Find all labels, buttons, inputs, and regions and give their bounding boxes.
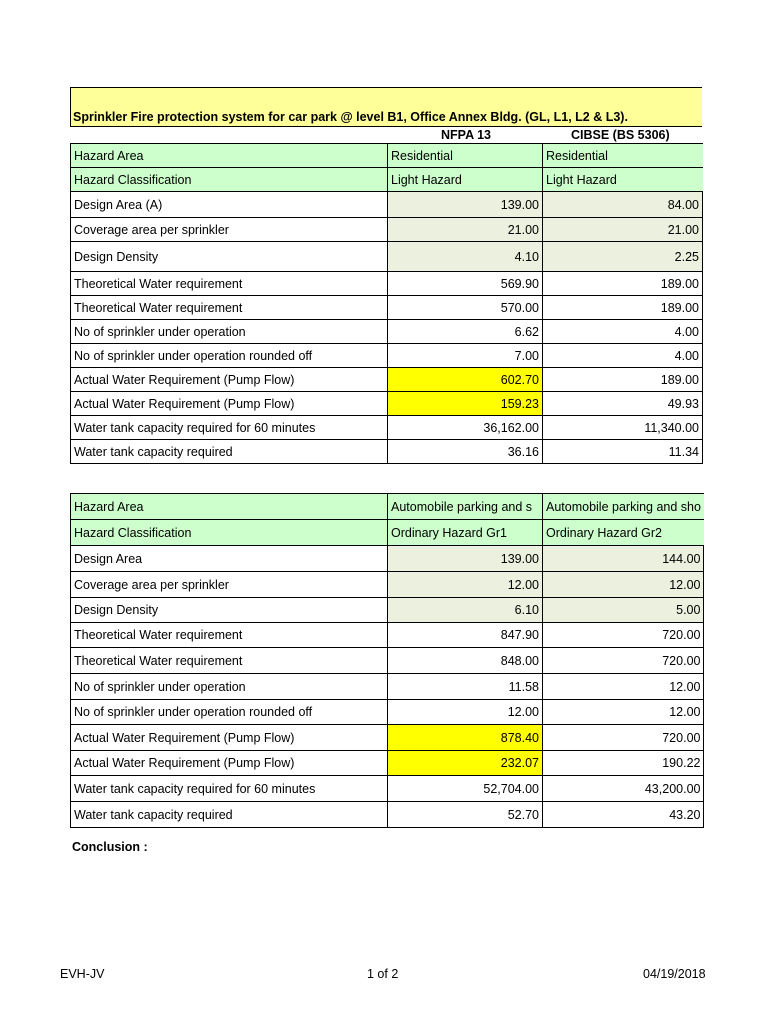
footer-left: EVH-JV bbox=[60, 967, 105, 981]
table-row bbox=[71, 344, 703, 368]
table-row bbox=[71, 168, 703, 192]
nfpa-value: 7.00 bbox=[388, 344, 543, 368]
cibse-value: 189.00 bbox=[543, 272, 703, 296]
table-row bbox=[71, 725, 704, 751]
column-header-nfpa: NFPA 13 bbox=[441, 128, 492, 142]
cibse-value: Automobile parking and sho bbox=[543, 494, 704, 520]
nfpa-value: 11.58 bbox=[388, 674, 543, 700]
table-row bbox=[71, 440, 703, 464]
row-label: No of sprinkler under operation bbox=[71, 674, 388, 700]
cibse-value: 12.00 bbox=[543, 674, 704, 700]
nfpa-value: Residential bbox=[388, 144, 543, 168]
row-label: Water tank capacity required bbox=[71, 802, 388, 828]
cibse-value: Light Hazard bbox=[543, 168, 703, 192]
nfpa-value: 52,704.00 bbox=[388, 776, 543, 802]
row-label: Design Area bbox=[71, 546, 388, 572]
row-label: Hazard Area bbox=[71, 494, 388, 520]
row-label: Hazard Area bbox=[71, 144, 388, 168]
row-label: No of sprinkler under operation bbox=[71, 320, 388, 344]
nfpa-value: 36,162.00 bbox=[388, 416, 543, 440]
nfpa-value: 12.00 bbox=[388, 700, 543, 725]
automobile-parking-table bbox=[70, 493, 704, 828]
nfpa-value: 139.00 bbox=[388, 546, 543, 572]
cibse-value: 4.00 bbox=[543, 320, 703, 344]
cibse-value: 84.00 bbox=[543, 192, 703, 218]
nfpa-value-highlighted: 602.70 bbox=[388, 368, 543, 392]
row-label: Water tank capacity required for 60 minutes bbox=[71, 416, 388, 440]
row-label: Design Area (A) bbox=[71, 192, 388, 218]
cibse-value: 43,200.00 bbox=[543, 776, 704, 802]
table-row bbox=[71, 546, 704, 572]
row-label: Coverage area per sprinkler bbox=[71, 218, 388, 242]
table-row bbox=[71, 648, 704, 674]
table-row bbox=[71, 776, 704, 802]
page-number: 1 of 2 bbox=[367, 967, 399, 981]
row-label: Theoretical Water requirement bbox=[71, 296, 388, 320]
nfpa-value: 4.10 bbox=[388, 242, 543, 272]
conclusion-label: Conclusion : bbox=[72, 840, 148, 854]
row-label: Theoretical Water requirement bbox=[71, 272, 388, 296]
cibse-value: 11.34 bbox=[543, 440, 703, 464]
cibse-value: 190.22 bbox=[543, 751, 704, 776]
cibse-value: 12.00 bbox=[543, 572, 704, 598]
cibse-value: 49.93 bbox=[543, 392, 703, 416]
nfpa-value-highlighted: 878.40 bbox=[388, 725, 543, 751]
row-label: Water tank capacity required bbox=[71, 440, 388, 464]
table-row bbox=[71, 494, 704, 520]
table-row bbox=[71, 598, 704, 623]
table-row bbox=[71, 623, 704, 648]
nfpa-value: 848.00 bbox=[388, 648, 543, 674]
footer-date: 04/19/2018 bbox=[643, 967, 706, 981]
table-row bbox=[71, 192, 703, 218]
cibse-value: 12.00 bbox=[543, 700, 704, 725]
nfpa-value: 570.00 bbox=[388, 296, 543, 320]
page-title: Sprinkler Fire protection system for car park @ level B1, Office Annex Bldg. (GL, L1, L2 & L3). bbox=[73, 110, 628, 124]
nfpa-value: 6.62 bbox=[388, 320, 543, 344]
cibse-value: 189.00 bbox=[543, 368, 703, 392]
nfpa-value: 569.90 bbox=[388, 272, 543, 296]
nfpa-value: Light Hazard bbox=[388, 168, 543, 192]
row-label: Design Density bbox=[71, 598, 388, 623]
nfpa-value: 52.70 bbox=[388, 802, 543, 828]
row-label: Coverage area per sprinkler bbox=[71, 572, 388, 598]
table-row bbox=[71, 272, 703, 296]
nfpa-value: 21.00 bbox=[388, 218, 543, 242]
cibse-value: Ordinary Hazard Gr2 bbox=[543, 520, 704, 546]
table-row bbox=[71, 520, 704, 546]
row-label: No of sprinkler under operation rounded off bbox=[71, 344, 388, 368]
cibse-value: 2.25 bbox=[543, 242, 703, 272]
table-row bbox=[71, 700, 704, 725]
table-row bbox=[71, 674, 704, 700]
nfpa-value: 847.90 bbox=[388, 623, 543, 648]
table-row bbox=[71, 218, 703, 242]
nfpa-value: 36.16 bbox=[388, 440, 543, 464]
row-label: Actual Water Requirement (Pump Flow) bbox=[71, 392, 388, 416]
table-row bbox=[71, 368, 703, 392]
nfpa-value: 139.00 bbox=[388, 192, 543, 218]
table-row bbox=[71, 751, 704, 776]
cibse-value: 189.00 bbox=[543, 296, 703, 320]
nfpa-value: Ordinary Hazard Gr1 bbox=[388, 520, 543, 546]
table-row bbox=[71, 392, 703, 416]
row-label: Theoretical Water requirement bbox=[71, 648, 388, 674]
table-row bbox=[71, 320, 703, 344]
row-label: Water tank capacity required for 60 minutes bbox=[71, 776, 388, 802]
cibse-value: 720.00 bbox=[543, 648, 704, 674]
row-label: Actual Water Requirement (Pump Flow) bbox=[71, 751, 388, 776]
residential-table bbox=[70, 143, 703, 464]
row-label: Design Density bbox=[71, 242, 388, 272]
title-banner bbox=[70, 87, 702, 127]
nfpa-value: 6.10 bbox=[388, 598, 543, 623]
table-row bbox=[71, 572, 704, 598]
row-label: No of sprinkler under operation rounded off bbox=[71, 700, 388, 725]
nfpa-value-highlighted: 232.07 bbox=[388, 751, 543, 776]
column-header-cibse: CIBSE (BS 5306) bbox=[571, 128, 670, 142]
table-row bbox=[71, 416, 703, 440]
row-label: Hazard Classification bbox=[71, 168, 388, 192]
cibse-value: 144.00 bbox=[543, 546, 704, 572]
cibse-value: 11,340.00 bbox=[543, 416, 703, 440]
row-label: Theoretical Water requirement bbox=[71, 623, 388, 648]
table-row bbox=[71, 802, 704, 828]
table-row bbox=[71, 144, 703, 168]
table-row bbox=[71, 242, 703, 272]
row-label: Hazard Classification bbox=[71, 520, 388, 546]
cibse-value: 720.00 bbox=[543, 623, 704, 648]
cibse-value: Residential bbox=[543, 144, 703, 168]
nfpa-value-highlighted: 159.23 bbox=[388, 392, 543, 416]
cibse-value: 4.00 bbox=[543, 344, 703, 368]
row-label: Actual Water Requirement (Pump Flow) bbox=[71, 725, 388, 751]
table-row bbox=[71, 296, 703, 320]
nfpa-value: Automobile parking and s bbox=[388, 494, 543, 520]
nfpa-value: 12.00 bbox=[388, 572, 543, 598]
cibse-value: 5.00 bbox=[543, 598, 704, 623]
cibse-value: 43.20 bbox=[543, 802, 704, 828]
cibse-value: 720.00 bbox=[543, 725, 704, 751]
row-label: Actual Water Requirement (Pump Flow) bbox=[71, 368, 388, 392]
cibse-value: 21.00 bbox=[543, 218, 703, 242]
